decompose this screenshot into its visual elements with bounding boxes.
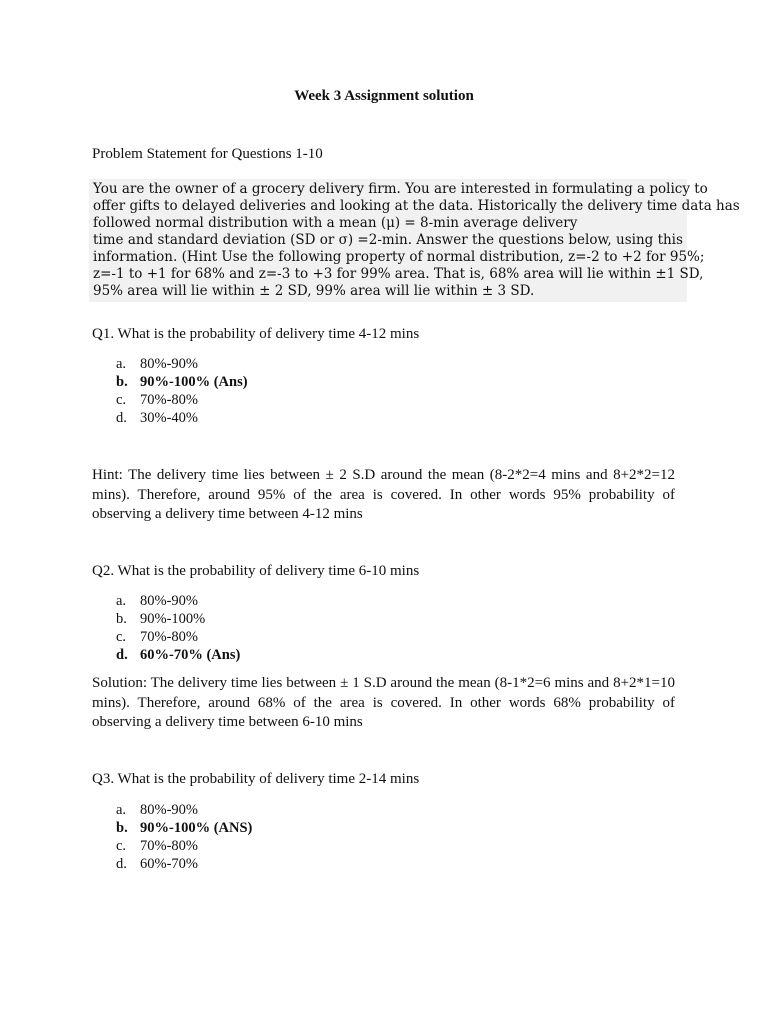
problem-statement-box bbox=[89, 179, 740, 302]
question-1-hint: Hint: The delivery time lies between ± 2 S.D around the mean (8-2*2=4 mins and 8+2*2=12 mins). Therefore, around 95% of the area is covered. In other words 95% probability of observing a delivery time between 4-12 mins bbox=[92, 467, 675, 522]
option-text: 90%-100% bbox=[140, 611, 206, 627]
question-3: Q3. What is the probability of delivery time 2-14 mins bbox=[92, 771, 420, 787]
option-letter: b. bbox=[116, 611, 127, 627]
option-letter: d. bbox=[116, 410, 127, 426]
option-letter: b. bbox=[116, 374, 128, 390]
option-text: 70%-80% bbox=[140, 392, 198, 408]
option-text: 90%-100% (Ans) bbox=[140, 374, 248, 390]
option-letter: c. bbox=[116, 629, 127, 645]
option-a bbox=[116, 592, 240, 610]
problem-line: time and standard deviation (SD or σ) =2-min. Answer the questions below, using this bbox=[93, 232, 683, 248]
option-a bbox=[116, 355, 248, 373]
problem-line: information. (Hint Use the following property of normal distribution, z=-2 to +2 for 95%; bbox=[93, 249, 705, 265]
option-b bbox=[116, 610, 240, 628]
question-2-solution: Solution: The delivery time lies between ± 1 S.D around the mean (8-1*2=6 mins and 8+2*1=10 mins). Therefore, around 68% of the area is covered. In other words 68% probability of observing a delivery time between 6-10 mins bbox=[92, 675, 675, 730]
option-letter: c. bbox=[116, 838, 127, 854]
option-letter: c. bbox=[116, 392, 127, 408]
question-1-options bbox=[116, 355, 248, 427]
problem-line: You are the owner of a grocery delivery firm. You are interested in formulating a policy to bbox=[93, 181, 708, 197]
option-text: 70%-80% bbox=[140, 838, 198, 854]
option-text: 60%-70% bbox=[140, 856, 198, 872]
option-text: 80%-90% bbox=[140, 593, 198, 609]
option-text: 80%-90% bbox=[140, 802, 198, 818]
problem-line: 95% area will lie within ± 2 SD, 99% area will lie within ± 3 SD. bbox=[93, 283, 535, 299]
option-text: 30%-40% bbox=[140, 410, 198, 426]
option-text: 70%-80% bbox=[140, 629, 198, 645]
option-letter: b. bbox=[116, 820, 128, 836]
question-2: Q2. What is the probability of delivery time 6-10 mins bbox=[92, 563, 420, 579]
problem-line: offer gifts to delayed deliveries and looking at the data. Historically the delivery time data has bbox=[93, 198, 740, 214]
option-letter: a. bbox=[116, 356, 127, 372]
option-a bbox=[116, 801, 252, 819]
option-text: 60%-70% (Ans) bbox=[140, 647, 241, 663]
problem-line: z=-1 to +1 for 68% and z=-3 to +3 for 99% area. That is, 68% area will lie within ±1 SD, bbox=[93, 266, 704, 282]
option-c bbox=[116, 837, 252, 855]
option-d-answer bbox=[116, 646, 240, 664]
document-title: Week 3 Assignment solution bbox=[294, 88, 474, 104]
question-2-options bbox=[116, 592, 240, 664]
problem-line: followed normal distribution with a mean (μ) = 8-min average delivery bbox=[93, 215, 578, 231]
option-c bbox=[116, 628, 240, 646]
option-d bbox=[116, 855, 252, 873]
question-1: Q1. What is the probability of delivery time 4-12 mins bbox=[92, 326, 420, 342]
option-d bbox=[116, 409, 248, 427]
option-text: 80%-90% bbox=[140, 356, 198, 372]
option-c bbox=[116, 391, 248, 409]
question-3-options bbox=[116, 801, 252, 873]
option-b-answer bbox=[116, 373, 248, 391]
option-letter: d. bbox=[116, 647, 128, 663]
option-b-answer bbox=[116, 819, 252, 837]
option-text: 90%-100% (ANS) bbox=[140, 820, 253, 836]
option-letter: d. bbox=[116, 856, 127, 872]
option-letter: a. bbox=[116, 802, 127, 818]
option-letter: a. bbox=[116, 593, 127, 609]
problem-statement-heading: Problem Statement for Questions 1-10 bbox=[92, 146, 323, 162]
